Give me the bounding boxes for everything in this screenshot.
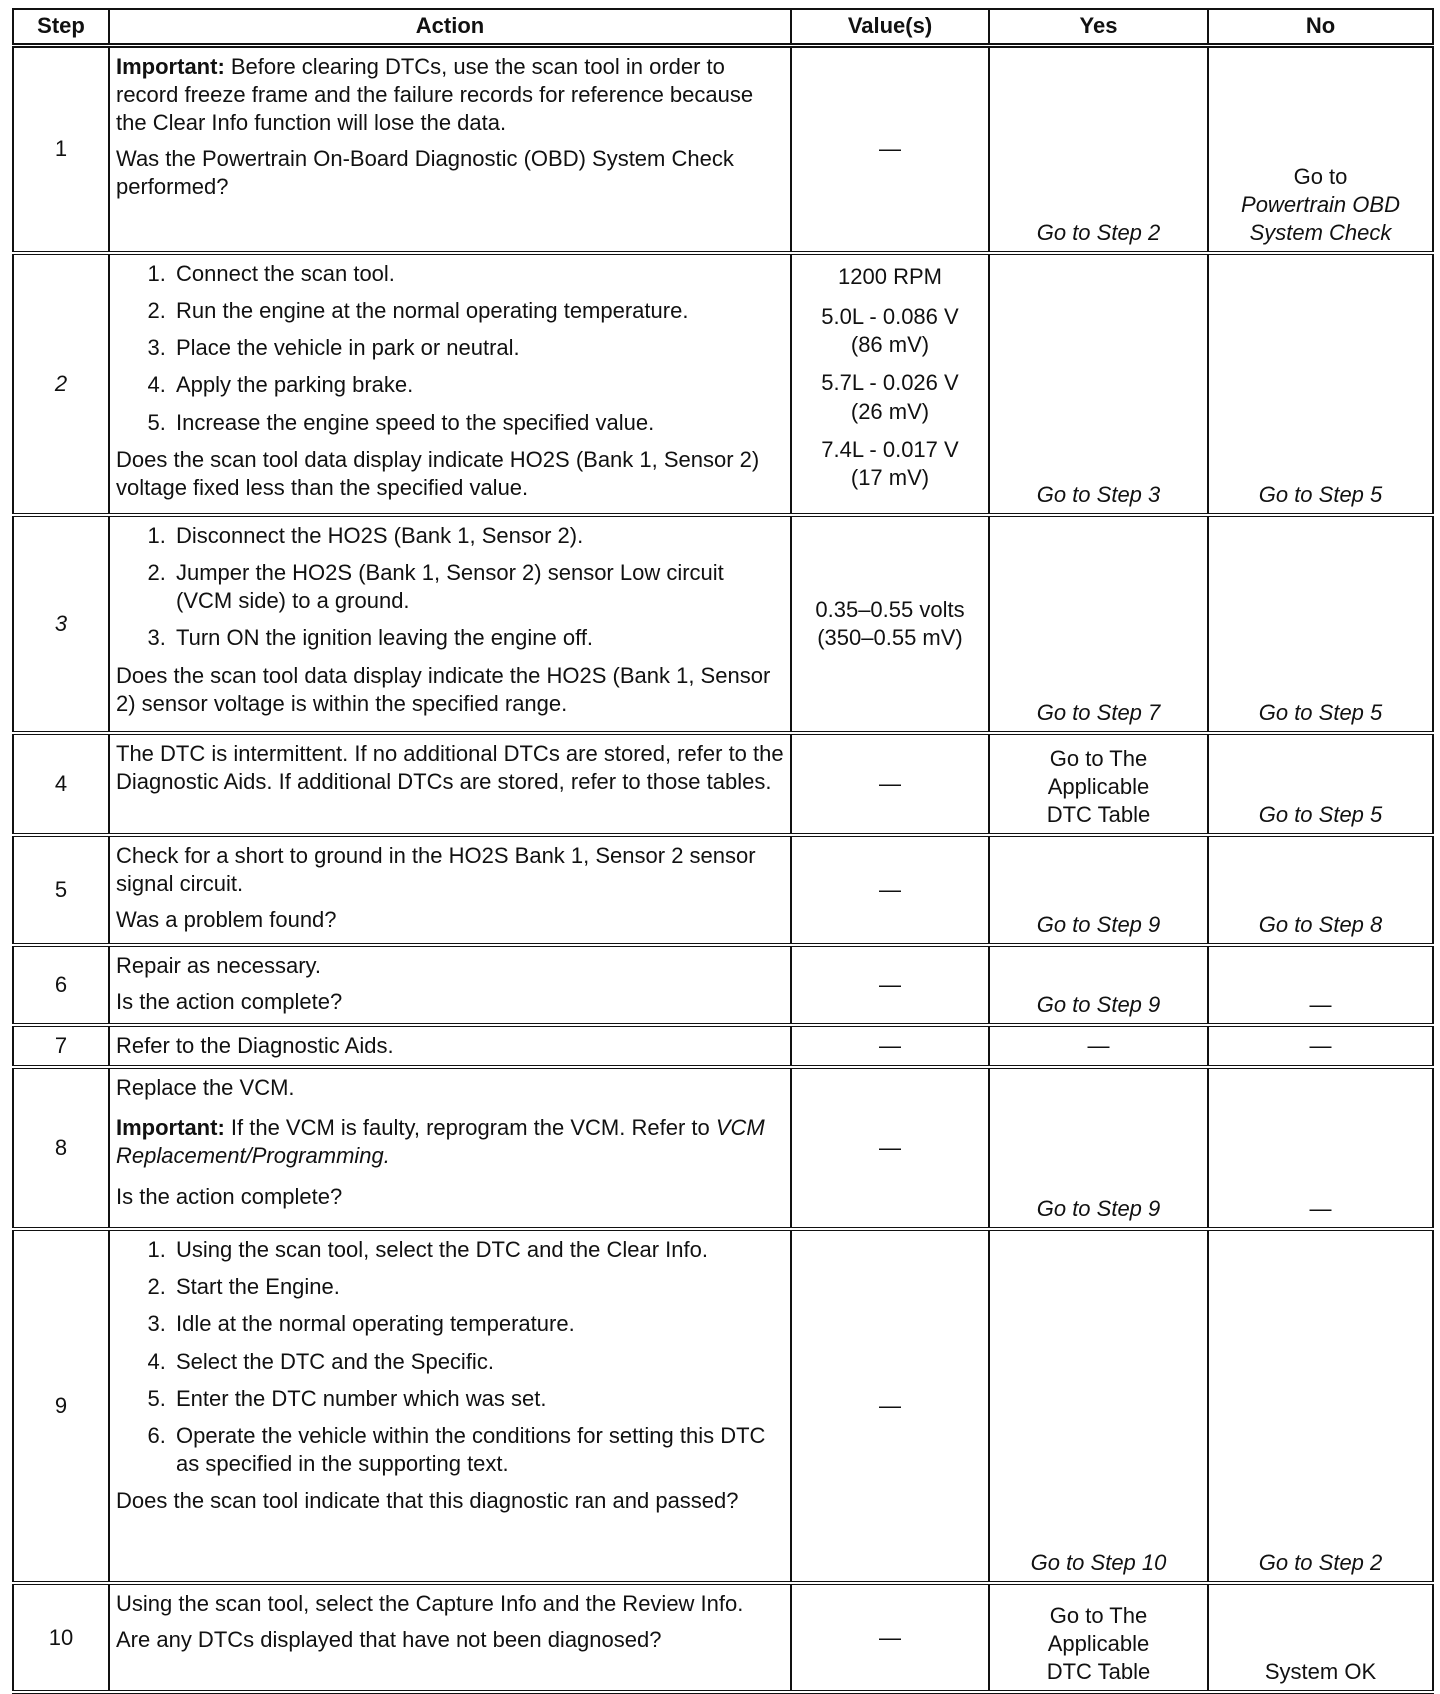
procedure-list: [116, 1236, 784, 1478]
no-cell: Go to Step 2: [1208, 1229, 1433, 1583]
diagnostic-table: [12, 8, 1434, 1694]
value-cell: —: [791, 1229, 989, 1583]
action-text: Check for a short to ground in the HO2S Bank 1, Sensor 2 sensor signal circuit.: [116, 843, 756, 897]
no-cell: Go to Step 5: [1208, 733, 1433, 835]
value-cell: —: [791, 45, 989, 253]
step-number: 7: [13, 1025, 109, 1067]
no-goto-prefix: Go to: [1293, 163, 1348, 189]
value-cell: [791, 515, 989, 733]
procedure-list: [116, 522, 784, 653]
value-cell: —: [791, 835, 989, 945]
action-question: Is the action complete?: [116, 989, 343, 1015]
step-number: 3: [13, 515, 109, 733]
procedure-item: 6. Operate the vehicle within the conditions for setting this DTC as specified in the supporting text.: [172, 1422, 784, 1478]
table-row-step-8: [13, 1067, 1433, 1229]
action-text: Using the scan tool, select the Capture Info and the Review Info.: [116, 1591, 744, 1617]
procedure-item: 1. Disconnect the HO2S (Bank 1, Sensor 2).: [172, 522, 784, 550]
table-row-step-9: [13, 1229, 1433, 1583]
value-line: 5.0L - 0.086 V: [821, 304, 959, 330]
no-cell: [1208, 45, 1433, 253]
procedure-item: 3. Turn ON the ignition leaving the engine off.: [172, 624, 784, 652]
action-question: Was the Powertrain On-Board Diagnostic (OBD) System Check performed?: [116, 145, 734, 200]
table-row-step-5: [13, 835, 1433, 945]
important-text: Before clearing DTCs, use the scan tool in order to record freeze frame and the failure records for reference because the Clear Info function will lose the data.: [116, 53, 754, 135]
header-step: Step: [13, 9, 109, 45]
yes-line: Go to The: [1049, 745, 1148, 771]
table-row-step-10: [13, 1583, 1433, 1692]
value-cell: [791, 253, 989, 515]
action-cell: [109, 945, 791, 1025]
yes-cell: [989, 733, 1208, 835]
procedure-item: 5. Increase the engine speed to the specified value.: [172, 409, 784, 437]
action-text: Refer to the Diagnostic Aids.: [116, 1033, 394, 1058]
action-text: The DTC is intermittent. If no additional DTCs are stored, refer to the Diagnostic Aids. If additional DTCs are stored, refer to those tables.: [116, 741, 784, 795]
important-reference: VCM Replacement/Programming.: [116, 1115, 765, 1169]
procedure-item: 4. Apply the parking brake.: [172, 371, 784, 399]
table-row-step-4: [13, 733, 1433, 835]
action-text: Replace the VCM.: [116, 1075, 295, 1101]
yes-cell: [989, 1583, 1208, 1692]
value-line: (26 mV): [850, 398, 930, 424]
yes-cell: Go to Step 9: [989, 835, 1208, 945]
action-cell: [109, 1067, 791, 1229]
value-cell: —: [791, 1025, 989, 1067]
yes-line: Applicable: [1047, 773, 1150, 799]
header-yes: Yes: [989, 9, 1208, 45]
no-cell: —: [1208, 1067, 1433, 1229]
no-cell: —: [1208, 945, 1433, 1025]
procedure-item: 1. Connect the scan tool.: [172, 260, 784, 288]
action-question: Is the action complete?: [116, 1183, 343, 1209]
procedure-item: 1. Using the scan tool, select the DTC and the Clear Info.: [172, 1236, 784, 1264]
no-cell: Go to Step 5: [1208, 515, 1433, 733]
table-row-step-2: [13, 253, 1433, 515]
value-line: (86 mV): [850, 332, 930, 358]
yes-cell: —: [989, 1025, 1208, 1067]
value-line: 5.7L - 0.026 V: [821, 370, 959, 396]
yes-cell: Go to Step 2: [989, 45, 1208, 253]
no-cell: —: [1208, 1025, 1433, 1067]
header-action: Action: [109, 9, 791, 45]
value-cell: —: [791, 1583, 989, 1692]
step-number: 9: [13, 1229, 109, 1583]
action-question: Does the scan tool data display indicate HO2S (Bank 1, Sensor 2) voltage fixed less than the specified value.: [116, 446, 760, 500]
step-number: 6: [13, 945, 109, 1025]
procedure-item: 4. Select the DTC and the Specific.: [172, 1348, 784, 1376]
step-number: 1: [13, 45, 109, 253]
action-cell: [109, 1583, 791, 1692]
yes-cell: Go to Step 10: [989, 1229, 1208, 1583]
action-cell: [109, 253, 791, 515]
action-cell: [109, 1025, 791, 1067]
action-cell: [109, 1229, 791, 1583]
no-cell: System OK: [1208, 1583, 1433, 1692]
header-no: No: [1208, 9, 1433, 45]
procedure-list: [116, 260, 784, 437]
value-cell: —: [791, 733, 989, 835]
procedure-item: 2. Start the Engine.: [172, 1273, 784, 1301]
header-values: Value(s): [791, 9, 989, 45]
yes-cell: Go to Step 9: [989, 1067, 1208, 1229]
no-goto-reference: Powertrain OBD System Check: [1241, 191, 1400, 245]
value-cell: —: [791, 945, 989, 1025]
value-line: 0.35–0.55 volts: [815, 596, 965, 622]
header-row: [13, 9, 1433, 45]
step-number: 2: [13, 253, 109, 515]
procedure-item: 3. Place the vehicle in park or neutral.: [172, 334, 784, 362]
table-row-step-7: [13, 1025, 1433, 1067]
action-cell: [109, 835, 791, 945]
action-question: Was a problem found?: [116, 907, 337, 933]
no-cell: Go to Step 5: [1208, 253, 1433, 515]
action-text: Repair as necessary.: [116, 953, 322, 978]
step-number: 10: [13, 1583, 109, 1692]
procedure-item: 5. Enter the DTC number which was set.: [172, 1385, 784, 1413]
table-row-step-1: [13, 45, 1433, 253]
step-number: 4: [13, 733, 109, 835]
step-number: 5: [13, 835, 109, 945]
yes-line: Applicable: [1047, 1630, 1150, 1656]
important-label: Important:: [116, 1115, 225, 1141]
action-cell: [109, 733, 791, 835]
value-line: 1200 RPM: [838, 264, 942, 289]
diagnostic-table-sheet: [12, 8, 1432, 1683]
table-row-step-3: [13, 515, 1433, 733]
value-line: (17 mV): [850, 464, 930, 490]
action-cell: [109, 515, 791, 733]
action-question: Does the scan tool data display indicate the HO2S (Bank 1, Sensor 2) sensor voltage is within the specified range.: [116, 662, 771, 716]
value-line: (350–0.55 mV): [817, 625, 963, 650]
yes-cell: Go to Step 9: [989, 945, 1208, 1025]
value-line: 7.4L - 0.017 V: [821, 436, 959, 462]
table-row-step-6: [13, 945, 1433, 1025]
value-cell: —: [791, 1067, 989, 1229]
procedure-item: 2. Jumper the HO2S (Bank 1, Sensor 2) sensor Low circuit (VCM side) to a ground.: [172, 559, 784, 615]
action-cell: [109, 45, 791, 253]
important-text: If the VCM is faulty, reprogram the VCM. Refer to: [224, 1115, 716, 1141]
procedure-item: 3. Idle at the normal operating temperature.: [172, 1310, 784, 1338]
yes-cell: Go to Step 7: [989, 515, 1208, 733]
yes-cell: Go to Step 3: [989, 253, 1208, 515]
important-label: Important:: [116, 53, 225, 79]
important-note: [116, 53, 784, 137]
action-question: Does the scan tool indicate that this diagnostic ran and passed?: [116, 1488, 739, 1514]
yes-line: DTC Table: [1046, 801, 1151, 827]
procedure-item: 2. Run the engine at the normal operating temperature.: [172, 297, 784, 325]
step-number: 8: [13, 1067, 109, 1229]
action-question: Are any DTCs displayed that have not been diagnosed?: [116, 1627, 662, 1653]
important-note: [116, 1114, 784, 1170]
no-cell: Go to Step 8: [1208, 835, 1433, 945]
yes-line: DTC Table: [1046, 1659, 1151, 1684]
yes-line: Go to The: [1049, 1602, 1148, 1628]
